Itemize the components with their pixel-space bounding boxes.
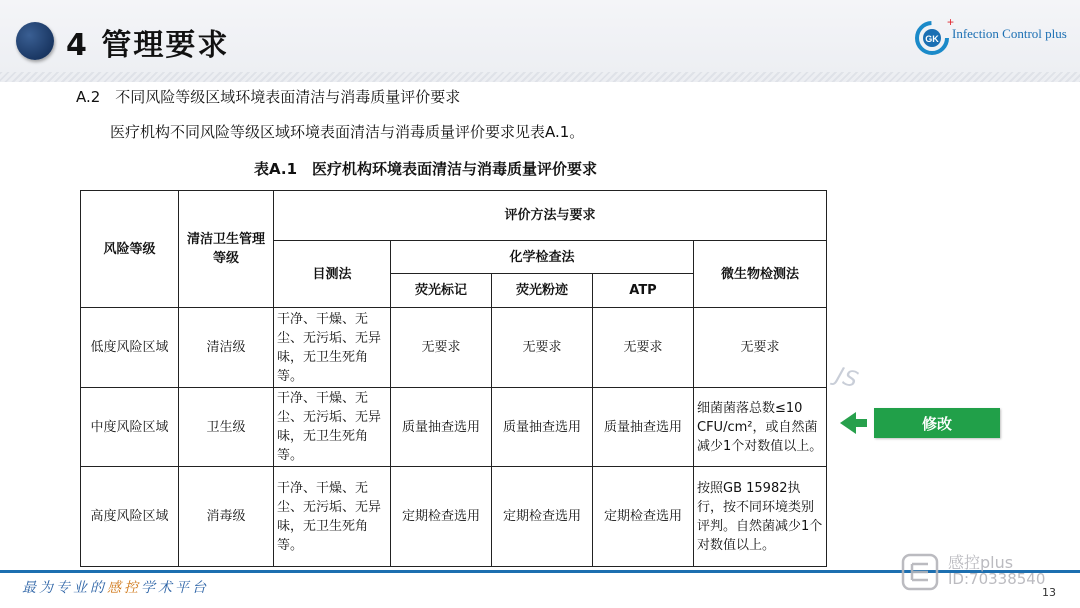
slogan-part2: 学术平台 [141, 580, 209, 596]
page-title: 4 管理要求 [66, 28, 230, 63]
footer-slogan [22, 577, 209, 597]
row-visual: 干净、干燥、无尘、无污垢、无异味，无卫生死角等。 [274, 388, 391, 467]
row-atp: 定期检查选用 [593, 467, 694, 567]
logo-text: Infection Control plus [952, 26, 1067, 41]
row-risk: 中度风险区域 [81, 388, 179, 467]
header-fluor-mark: 荧光标记 [391, 274, 492, 308]
watermark-id: ID:70338540 [948, 570, 1046, 588]
header-chemical: 化学检查法 [391, 241, 694, 274]
left-arrow-icon [840, 412, 856, 434]
title-bullet-icon [16, 22, 54, 60]
table-row [81, 388, 827, 467]
row-visual: 干净、干燥、无尘、无污垢、无异味，无卫生死角等。 [274, 308, 391, 388]
table-caption: 表A.1 医疗机构环境表面清洁与消毒质量评价要求 [254, 160, 598, 178]
row-level: 消毒级 [179, 467, 274, 567]
arrow-shaft [855, 419, 867, 427]
header-eval-methods: 评价方法与要求 [274, 191, 827, 241]
watermark-logo-icon [900, 552, 940, 592]
row-micro: 无要求 [694, 308, 827, 388]
table-row [81, 467, 827, 567]
row-fluor-powder: 质量抽查选用 [492, 388, 593, 467]
js-watermark: JS [832, 363, 862, 394]
row-level: 卫生级 [179, 388, 274, 467]
row-level: 清洁级 [179, 308, 274, 388]
header-micro: 微生物检测法 [694, 241, 827, 308]
header-atp: ATP [593, 274, 694, 308]
row-fluor-mark: 质量抽查选用 [391, 388, 492, 467]
page-number: 13 [1042, 586, 1056, 599]
logo-mark-text: GK [925, 34, 939, 44]
header-fluor-powder: 荧光粉迹 [492, 274, 593, 308]
row-micro: 按照GB 15982执行，按不同环境类别评判。自然菌减少1个对数值以上。 [694, 467, 827, 567]
gk-logo-icon [914, 16, 954, 56]
slogan-highlight: 感控 [107, 580, 141, 596]
row-fluor-mark: 无要求 [391, 308, 492, 388]
row-atp: 无要求 [593, 308, 694, 388]
svg-text:+: + [947, 16, 954, 29]
row-fluor-mark: 定期检查选用 [391, 467, 492, 567]
row-risk: 低度风险区域 [81, 308, 179, 388]
header-clean-level: 清洁卫生管理等级 [179, 191, 274, 308]
row-risk: 高度风险区域 [81, 467, 179, 567]
slogan-part1: 最为专业的 [22, 580, 107, 596]
intro-paragraph: 医疗机构不同风险等级区域环境表面清洁与消毒质量评价要求见表A.1。 [110, 123, 585, 141]
row-fluor-powder: 定期检查选用 [492, 467, 593, 567]
watermark-name: 感控plus [948, 553, 1014, 572]
row-fluor-powder: 无要求 [492, 308, 593, 388]
row-visual: 干净、干燥、无尘、无污垢、无异味，无卫生死角等。 [274, 467, 391, 567]
header-visual: 目测法 [274, 241, 391, 308]
row-micro: 细菌菌落总数≤10 CFU/cm²，或自然菌减少1个对数值以上。 [694, 388, 827, 467]
modify-badge: 修改 [874, 408, 1000, 438]
row-atp: 质量抽查选用 [593, 388, 694, 467]
section-heading: A.2 不同风险等级区域环境表面清洁与消毒质量评价要求 [76, 88, 461, 106]
header-risk-level: 风险等级 [81, 191, 179, 308]
evaluation-table [80, 190, 827, 567]
table-row [81, 308, 827, 388]
